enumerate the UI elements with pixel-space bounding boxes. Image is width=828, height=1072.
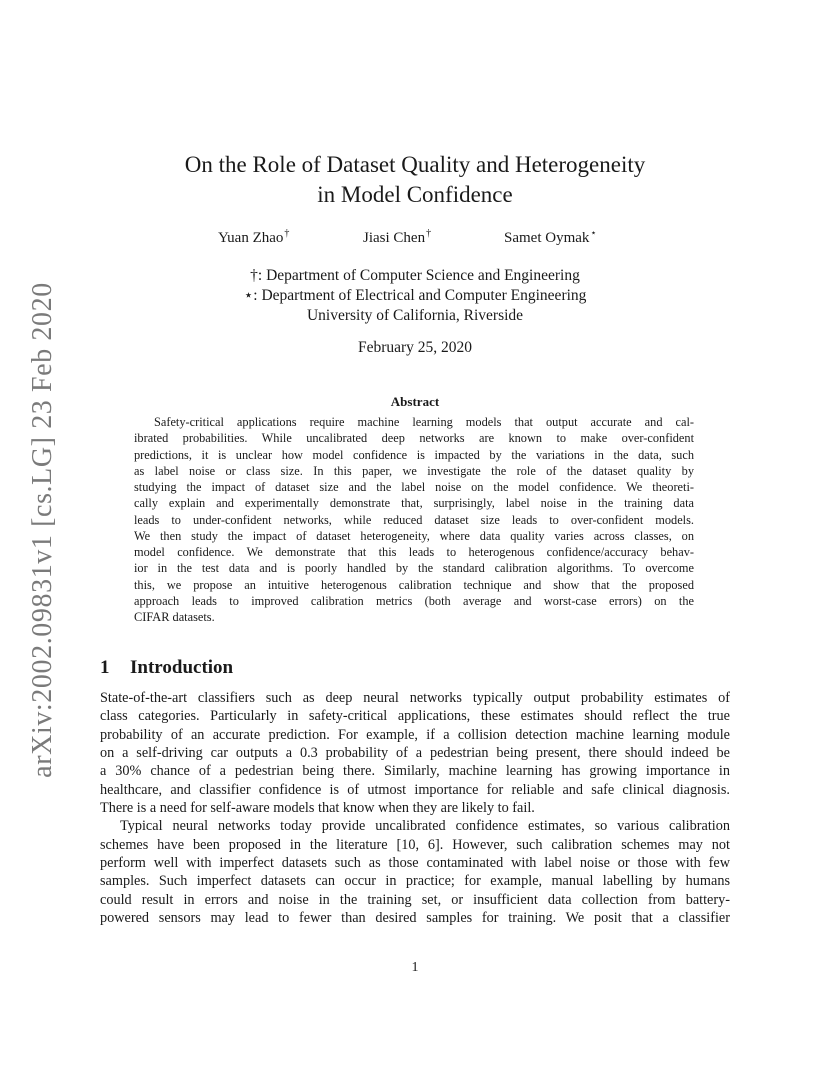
body-line: class categories. Particularly in safety-critical applications, these estimates should reflect the true <box>100 708 730 725</box>
author-mark: ⋆ <box>590 228 597 239</box>
section-heading <box>100 657 233 679</box>
abstract-text <box>134 414 694 625</box>
arxiv-identifier: arXiv:2002.09831v1 [cs.LG] 23 Feb 2020 <box>27 282 58 778</box>
body-line: State-of-the-art classifiers such as deep neural networks typically output probability estimates of <box>100 690 730 706</box>
abstract-line: this, we propose an intuitive heterogenous calibration technique and show that the proposed <box>134 577 694 592</box>
paper-title <box>100 150 730 210</box>
body-line: healthcare, and classifier confidence is of utmost importance for reliable and safe clinical diagnosis. <box>100 781 730 798</box>
abstract-line: approach leads to improved calibration metrics (both average and worst-case errors) on the <box>134 593 694 608</box>
body-line: a 30% chance of a pedestrian being there. Similarly, machine learning has growing importance in <box>100 763 730 780</box>
affiliation-line: University of California, Riverside <box>306 307 524 324</box>
abstract-line: ior in the test data and is poorly handled by the standard calibration algorithms. To overcome <box>134 561 694 576</box>
body-line: schemes have been proposed in the literature [10, 6]. However, such calibration schemes may not <box>100 836 730 853</box>
abstract-line: studying the impact of dataset size and the label noise on the model confidence. We theoreti- <box>134 480 694 494</box>
author-name: Jiasi Chen <box>363 230 426 246</box>
title-line-2: in Model Confidence <box>317 182 513 207</box>
abstract-line: leads to under-confident networks, while reduced dataset size leads to over-confident models. <box>134 512 694 527</box>
abstract-line: Safety-critical applications require machine learning models that output accurate and cal- <box>154 415 694 429</box>
abstract-line: We then study the impact of dataset heterogeneity, where data quality varies across classes, on <box>134 528 694 543</box>
body-line: powered sensors may lead to fewer than desired samples for training. We posit that a classifier <box>100 910 730 927</box>
affiliation-line: †: Department of Computer Science and Engineering <box>250 267 580 284</box>
abstract-heading: Abstract <box>390 394 440 409</box>
abstract-line: CIFAR datasets. <box>134 610 215 624</box>
author-1 <box>218 228 289 247</box>
body-line: perform well with imperfect datasets such as those contaminated with label noise or those with few <box>100 855 730 872</box>
abstract-line: predictions, it is unclear how model confidence is impacted by the variations in the data, such <box>134 447 694 462</box>
body-line: on a self-driving car outputs a 0.3 probability of a pedestrian being present, there should indeed be <box>100 745 730 762</box>
body-line: samples. Such imperfect datasets can occur in practice; for example, manual labelling by humans <box>100 873 730 890</box>
section-title: Introduction <box>130 657 234 678</box>
body-line: probability of an accurate prediction. For example, if a collision detection machine learning module <box>100 726 730 743</box>
body-line: could result in errors and noise in the training set, or insufficient data collection from battery- <box>100 891 730 908</box>
abstract-line: ibrated probabilities. While uncalibrated deep networks are known to make over-confident <box>134 431 694 446</box>
page-number: 1 <box>411 960 419 975</box>
author-3 <box>504 228 597 247</box>
section-number: 1 <box>100 657 110 678</box>
affiliation-line: ⋆: Department of Electrical and Computer Engineering <box>243 287 587 304</box>
abstract-line: as label noise or class size. In this paper, we investigate the role of the dataset quality by <box>134 463 694 478</box>
introduction-body <box>100 689 730 927</box>
title-line-1: On the Role of Dataset Quality and Heterogeneity <box>184 152 646 177</box>
abstract-line: cally explain and experimentally demonstrate that, surprisingly, label noise in the training data <box>134 496 694 511</box>
body-line: Typical neural networks today provide uncalibrated confidence estimates, so various calibration <box>120 818 730 835</box>
publication-date: February 25, 2020 <box>357 339 473 356</box>
author-2 <box>363 228 431 247</box>
author-name: Yuan Zhao <box>218 230 284 246</box>
author-name: Samet Oymak <box>504 230 590 246</box>
affiliations <box>100 266 730 326</box>
author-list <box>0 228 828 250</box>
author-mark: † <box>426 228 432 239</box>
body-line: There is a need for self-aware models that know when they are likely to fail. <box>100 800 535 817</box>
author-mark: † <box>284 228 290 239</box>
abstract-line: model confidence. We demonstrate that this leads to heterogenous confidence/accuracy behav- <box>134 545 694 559</box>
